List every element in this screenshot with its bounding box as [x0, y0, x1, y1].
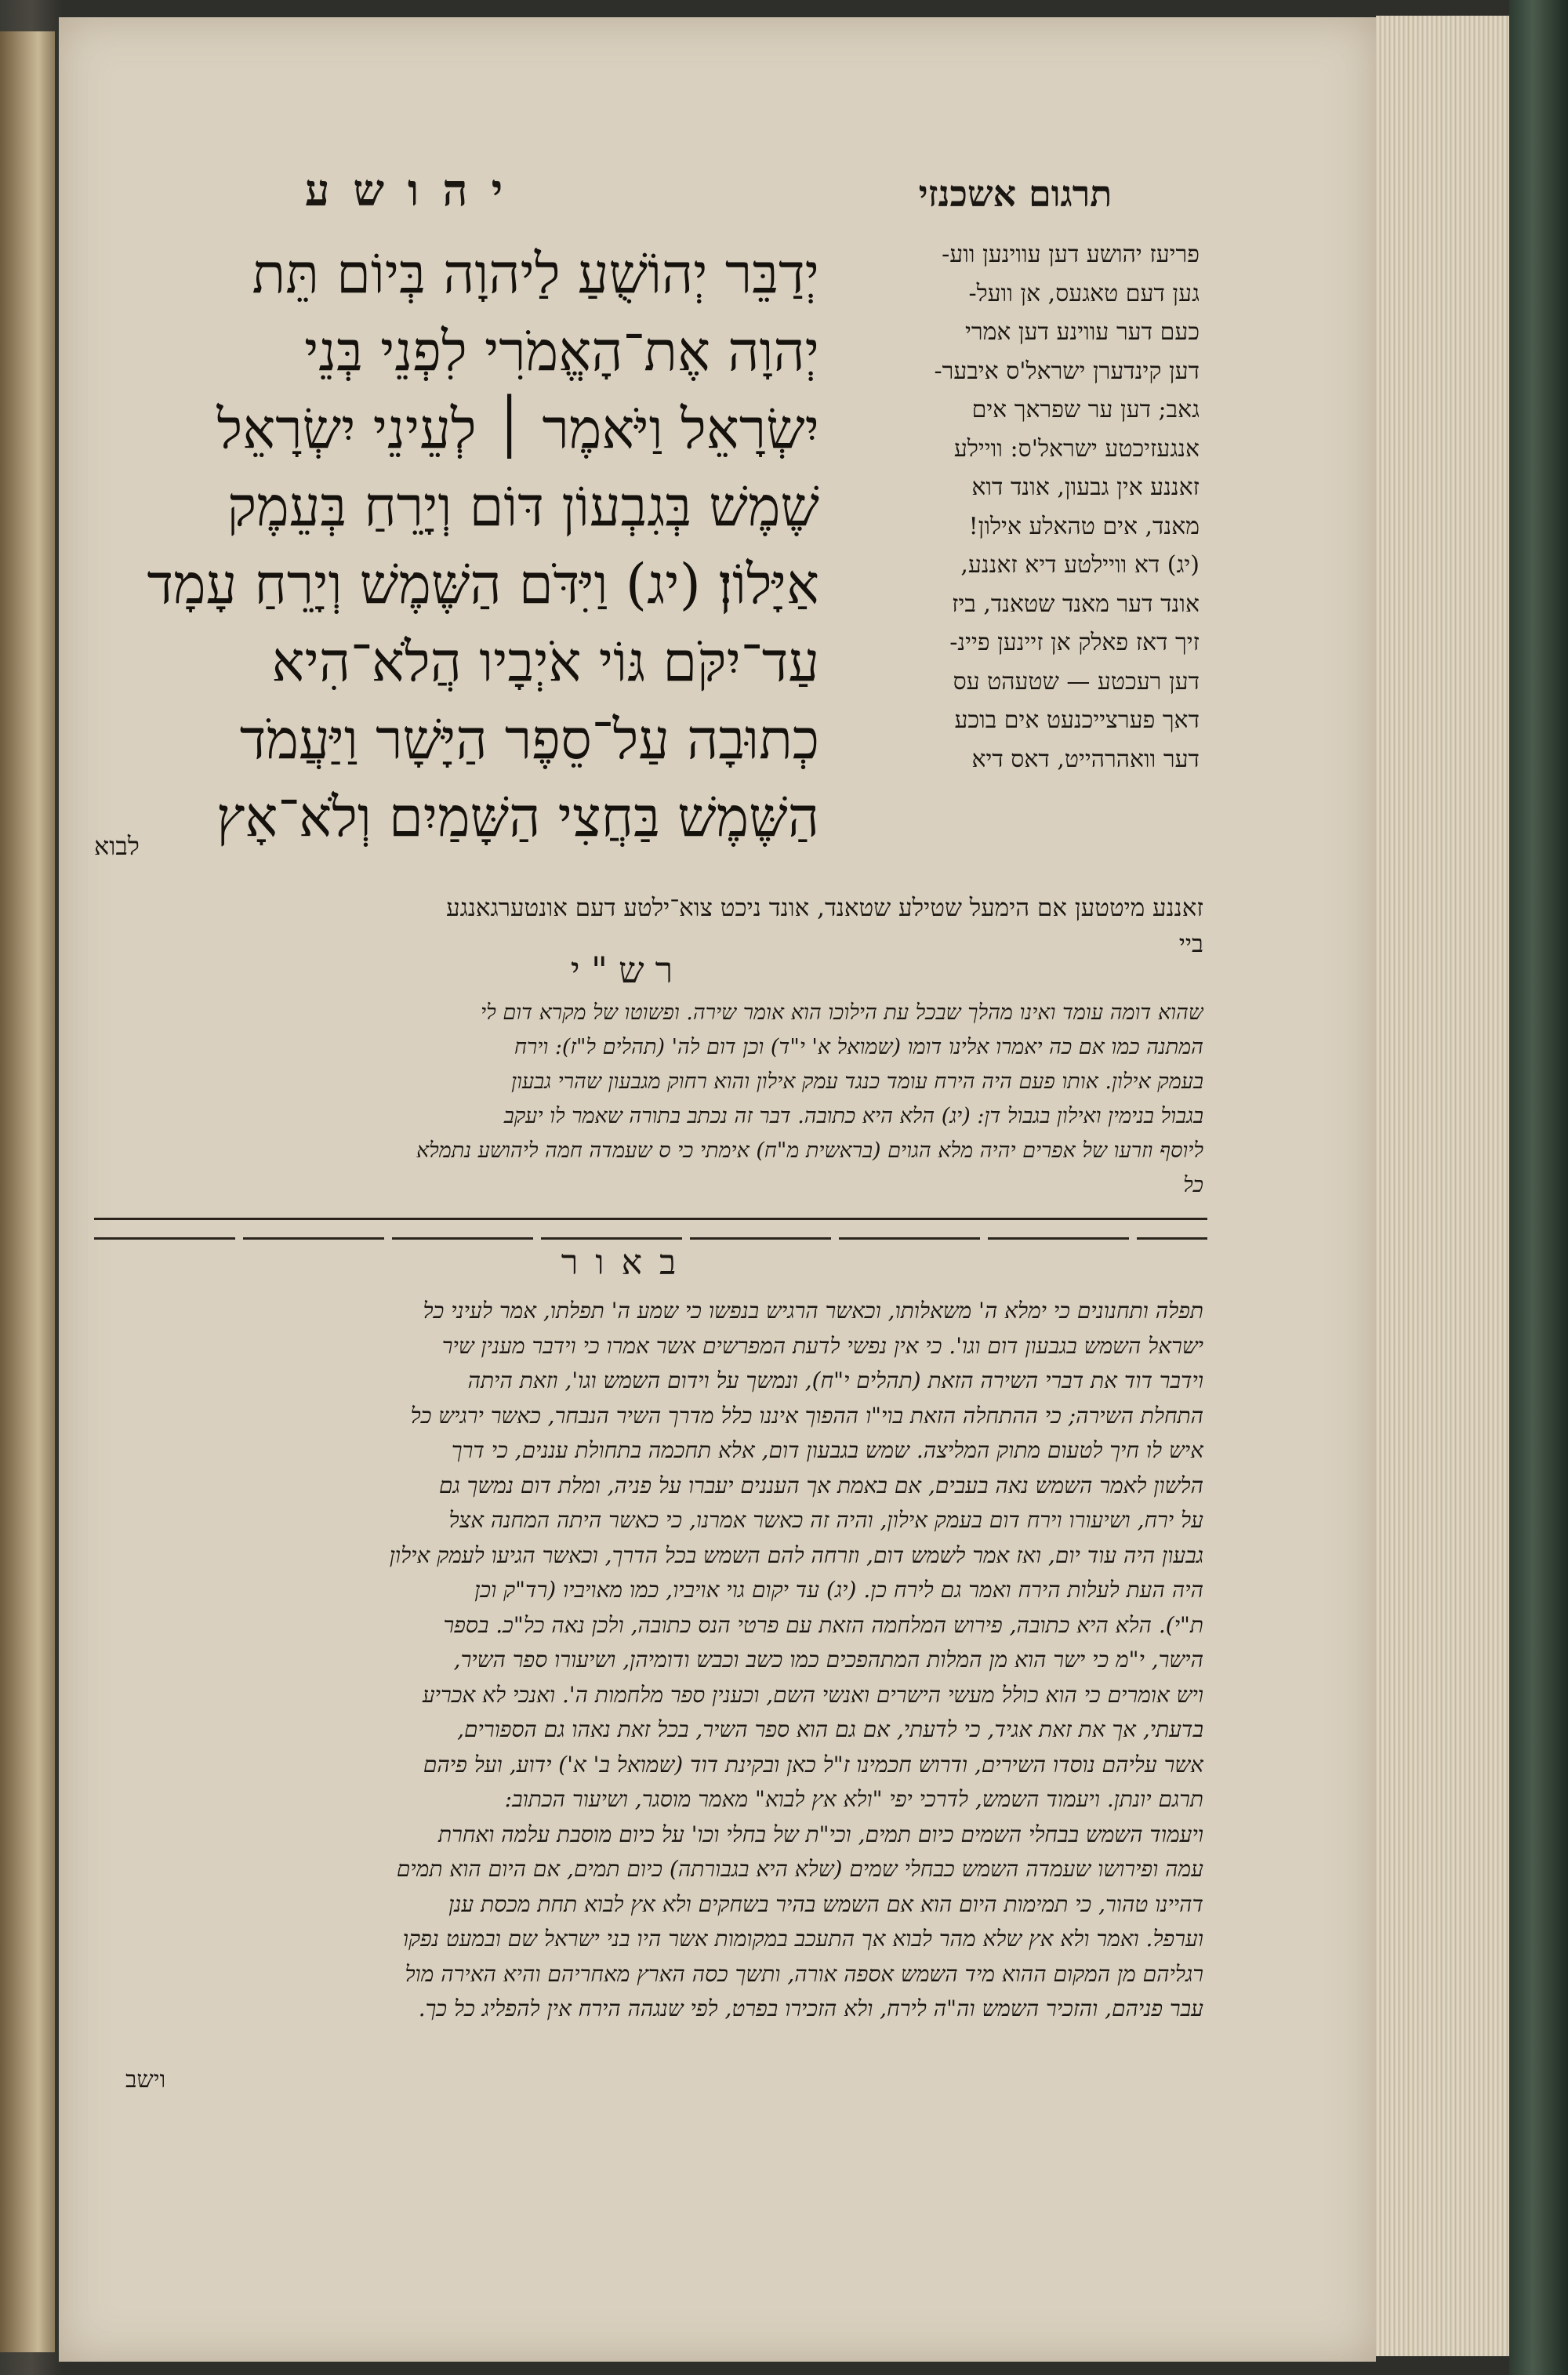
biur-line: ויש אומרים כי הוא כולל מעשי הישרים ואנשי השם, וכענין ספר מלחמות ה'. ואנכי לא אכריע	[422, 1681, 1203, 1708]
yiddish-line: דען קינדערן ישראל'ס איבער-	[934, 357, 1200, 385]
yiddish-line: גען דעם טאגעס, אן וועל-	[968, 279, 1200, 307]
yiddish-line: דאך פערצייכנעט אים בוכע	[954, 706, 1200, 734]
biur-line: וידבר דוד את דברי השירה הזאת (תהלים י"ח), ונמשך על וידום השמש וגו', וזאת היתה	[467, 1367, 1203, 1393]
biur-line: היה העת לעלות הירח ואמר גם לירח כן. (יג) עד יקום גוי אויביו, כמו מאויביו (רד"ק וכן	[474, 1577, 1203, 1603]
yiddish-line: אונד דער מאנד שטאנד, ביז	[952, 590, 1200, 618]
yiddish-line: אנגעזיכטע ישראל'ס: וויילע	[953, 434, 1200, 463]
verse-line: יִשְׂרָאֵל וַיֹּאמֶר ׀ לְעֵינֵי יִשְׂרָאֵל	[216, 397, 819, 461]
yiddish-line: דען רעכטע — שטעהט עס	[953, 667, 1200, 695]
section-divider	[94, 1237, 1207, 1240]
yiddish-line: זאננע מיטטען אם הימעל שטילע שטאנד, אונד ניכט צוא־ילטע דעם אונטערגאנגע	[446, 894, 1203, 922]
page-catchword: וישב	[125, 2066, 166, 2094]
rashi-line: כל	[1183, 1173, 1203, 1197]
yiddish-line: כעם דער עווינע דען אמרי	[964, 318, 1200, 346]
biur-line: רגליהם מן המקום ההוא מיד השמש אספה אורה, ותשך כסה הארץ מאחריהם והיא האירה מול	[405, 1960, 1203, 1987]
biur-line: עמה ופירושו שעמדה השמש כבחלי שמים (שלא היא בגבורתה) כיום תמים, אם היום הוא תמים	[396, 1856, 1203, 1882]
biur-line: תרגם יונתן. ויעמוד השמש, לדרכי יפי "ולא אץ לבוא" מאמר מוסגר, ושיעור הכתוב:	[504, 1786, 1203, 1812]
yiddish-line: פריעז יהושע דען עווינען ווע-	[942, 241, 1200, 268]
verse-line: עַד־יִקֹּם גּוֹי אֹיְבָיו הֲלֹא־הִיא	[271, 630, 819, 694]
biur-line: על ירח, ושיעורו וירח דום בעמק אילון, והיה זה כאשר אמרנו, כי כאשר היתה המחנה אצל	[448, 1507, 1203, 1533]
yiddish-line: (יג) דא וויילטע דיא זאננע,	[960, 551, 1200, 579]
biur-line: בדעתי, אך את זאת אגיד, כי לדעתי, אם גם הוא ספר השיר, בכל זאת נאהו גם הספורים,	[457, 1716, 1203, 1742]
biur-line: ישראל השמש בגבעון דום וגו'. כי אין נפשי לדעת המפרשים אשר אמרו כי וידבר מענין שיר	[441, 1332, 1203, 1359]
biur-line: וערפל. ואמר ולא אץ שלא מהר לבוא אך התעכב במקומות אשר היו בני ישראל שם ובמעט נפקו	[402, 1926, 1203, 1952]
yiddish-line: ביי	[1178, 930, 1203, 958]
rashi-header: רש"י	[570, 949, 684, 991]
biur-line: אשר עליהם נוסדו השירים, ודרוש חכמינו ז"ל כאן ובקינת דוד (שמואל ב' א') ידוע, ועל פיהם	[423, 1751, 1203, 1778]
rashi-line: בגבול בנימין ואילון בגבול דן: (יג) הלא היא כתובה. דבר זה נכתב בתורה שאמר לו יעקב	[503, 1104, 1203, 1128]
verse-line: הַשֶּׁמֶשׁ בַּחֲצִי הַשָּׁמַיִם וְלֹא־אָץ	[216, 785, 819, 849]
verse-line: כְתוּבָה עַל־סֵפֶר הַיָּשָׁר וַיַּעֲמֹד	[239, 707, 819, 772]
yiddish-line: זיך דאז פאלק אן זיינען פיינ-	[949, 629, 1200, 656]
rashi-line: ליוסף וזרעו של אפרים יהיה מלא הגוים (בראשית מ"ח) אימתי כי ס שעמדה חמה ליהושע נתמלא	[416, 1138, 1203, 1163]
biur-line: ויעמוד השמש בבחלי השמים כיום תמים, וכי"ת של בחלי וכו' על כיום מוסבת עלמה ואחרת	[438, 1821, 1203, 1847]
biur-line: הלשון לאמר השמש נאה בעבים, אם באמת אך העננים יעברו על פניה, ומלת דום נמשך גם	[439, 1472, 1203, 1498]
biur-commentary	[74, 1294, 1203, 2027]
rashi-line: בעמק אילון. אותו פעם היה הירח עומד כנגד עמק אילון והוא רחוק מגבעון שהרי גבעון	[511, 1069, 1203, 1094]
biur-line: התחלת השירה; כי ההתחלה הזאת בוי"ו ההפוך איננו כלל מדרך השיר הנבחר, כאשר ירגיש כל	[410, 1402, 1203, 1429]
biur-line: עבר פניהם, והזכיר השמש וה"ה לירח, ולא הזכירו בפרט, לפי שנגהה הירח אין להפליג כל כך.	[418, 1996, 1203, 2021]
biur-line: תפלה ותחנונים כי ימלא ה' משאלותו, וכאשר הרגיש בנפשו כי שמע ה' תפלתו, אמר לעיני כל	[423, 1298, 1203, 1324]
book-title-header: יהושע	[304, 165, 527, 216]
targum-header: תרגום אשכנזי	[918, 172, 1112, 215]
biur-line: דהיינו טהור, כי תמימות היום הוא אם השמש בהיר בשחקים ולא אץ לבוא תחת מכסת ענן	[448, 1890, 1203, 1917]
verse-line: אַיָּלוֹן׃ (יג) וַיִּדֹּם הַשֶּׁמֶשׁ וְיָרֵחַ עָמָד	[147, 552, 819, 616]
rashi-line: שהוא דומה עומד ואינו מהלך שבכל עת הילוכו הוא אומר שירה. ופשוטו של מקרא דום לי	[481, 1000, 1203, 1025]
yiddish-translation-column	[823, 235, 1200, 886]
biur-line: הישר, י"מ כי ישר הוא מן המלות המתהפכים כמו כשב וכבש ודומיהן, ושיעורו ספר השיר,	[453, 1647, 1203, 1672]
biur-line: גבעון היה עוד יום, ואז אמר לשמש דום, וזרחה להם השמש בכל הדרך, וכאשר הגיעו לעמק אילון	[389, 1542, 1203, 1568]
verse-line: שֶׁמֶשׁ בְּגִבְעוֹן דּוֹם וְיָרֵחַ בְּעֵמֶק	[227, 474, 819, 539]
rashi-line: המתנה כמו אם כה יאמרו אלינו דומו (שמואל א' י"ד) וכן דום לה' (תהלים ל"ז): וירח	[514, 1035, 1203, 1059]
verse-catchword: לבוא	[94, 831, 140, 861]
left-page-edge	[0, 31, 55, 2352]
page-fore-edge	[1376, 16, 1509, 2356]
yiddish-line: מאנד, אים טהאלע אילון!	[968, 512, 1200, 540]
yiddish-line: גאב; דען ער שפראך אים	[971, 396, 1200, 423]
book-cover-edge	[1509, 0, 1568, 2375]
yiddish-line: זאננע אין גבעון, אונד דוא	[971, 474, 1200, 501]
yiddish-line: דער וואהרהייט, דאס דיא	[971, 745, 1200, 773]
biur-header: באור	[561, 1243, 694, 1283]
section-divider	[94, 1218, 1207, 1220]
verse-text-block	[74, 235, 819, 862]
rashi-commentary	[74, 996, 1203, 1203]
biur-line: איש לו חיך לטעום מתוק המליצה. שמש בגבעון דום, אלא תחכמה בתחולת עננים, כי דרך	[451, 1437, 1203, 1463]
verse-line: יְהוָה אֶת־הָאֱמֹרִי לִפְנֵי בְּנֵי	[304, 319, 819, 383]
verse-line: יְדַבֵּר יְהוֹשֻׁעַ לַיהוָה בְּיוֹם תֵּת	[252, 241, 819, 306]
biur-line: ת"י). הלא היא כתובה, פירוש המלחמה הזאת עם פרטי הנס כתובה, ולכן נאה כל"כ. בספר	[443, 1611, 1203, 1638]
